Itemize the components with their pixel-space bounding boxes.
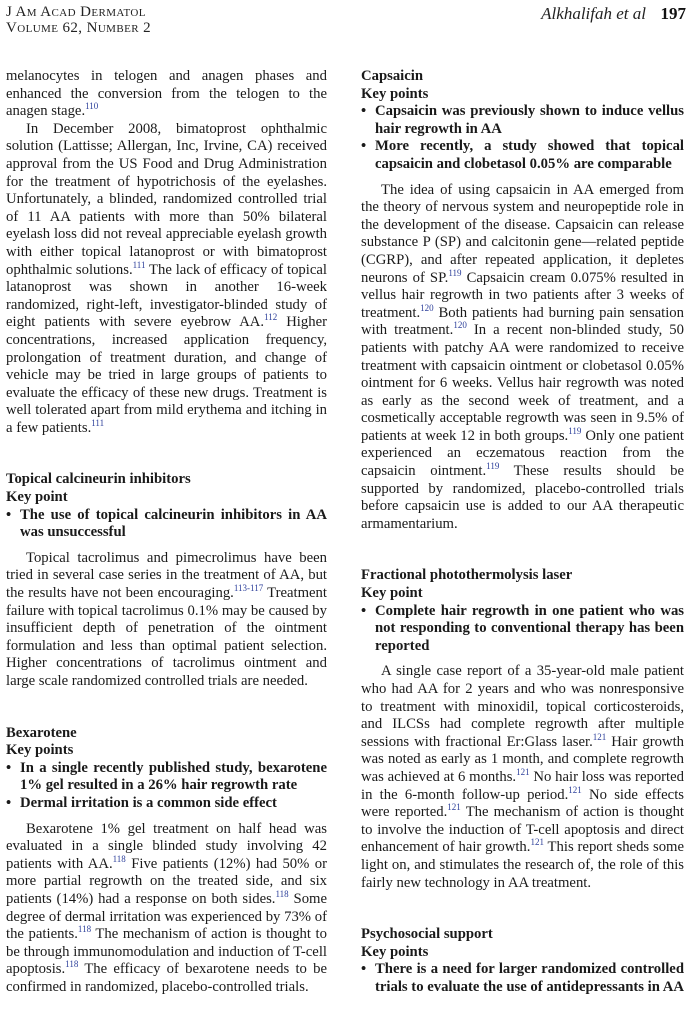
key-point-label: Key point — [6, 489, 68, 506]
reference-link[interactable]: 121 — [516, 766, 530, 777]
key-point-item: • More recently, a study showed that topical capsaicin and clobetasol 0.05% are comparable — [361, 138, 684, 173]
key-point-label: Key points — [361, 943, 429, 960]
key-point-list — [361, 961, 684, 996]
journal-title: J Am Acad Dermatol — [6, 4, 146, 20]
key-point-item: • In a single recently published study, bexarotene 1% gel resulted in a 26% hair regrowth rate — [6, 760, 327, 795]
key-point-list — [361, 603, 684, 656]
section-psychosocial — [361, 926, 684, 996]
reference-link[interactable]: 118 — [275, 888, 289, 899]
reference-link[interactable]: 120 — [420, 302, 434, 313]
paragraph: melanocytes in telogen and anagen phases and enhanced the conversion from the telogen to the anagen stage.$^{110}$ — [6, 68, 327, 120]
paragraph: Topical tacrolimus and pimecrolimus have been tried in several case series in the treatment of AA, but the results have not been encouraging.$^{113-117}$ Treatment failure with topical tacrolimus 0.1% may be caused by insufficient depth of penetration of the ointment formulation and less than optimal patient selection. Higher concentrations of tacrolimus ointment and large scale randomized controlled trials are needed. — [6, 549, 327, 689]
section-heading: Psychosocial support — [361, 926, 493, 943]
right-column — [361, 68, 684, 997]
running-header — [6, 4, 686, 48]
section-heading: Topical calcineurin inhibitors — [6, 471, 191, 488]
key-point-list — [361, 103, 684, 173]
reference-link[interactable]: 121 — [447, 802, 461, 813]
section-laser — [361, 567, 684, 892]
section-heading: Capsaicin — [361, 68, 424, 84]
key-point-list — [6, 507, 327, 542]
section-heading: Fractional photothermolysis laser — [361, 567, 573, 584]
reference-link[interactable]: 119 — [486, 461, 500, 472]
reference-link[interactable]: 121 — [530, 837, 544, 848]
key-point-item: • There is a need for larger randomized controlled trials to evaluate the use of antidepressants in AA — [361, 961, 684, 996]
reference-link[interactable]: 119 — [448, 267, 462, 278]
section-bexarotene — [6, 725, 327, 997]
reference-link[interactable]: 112 — [264, 312, 278, 323]
paragraph: A single case report of a 35-year-old male patient who had AA for 2 years and who was nonresponsive to treatment with minoxidil, topical corticosteroids, and ILCSs had complete regrowth after multiple sessions with fractional Er:Glass laser.$^{121}$ Hair growth was noted as early as 1 month, and complete regrowth was achieved at 6 months.$^{121}$ No hair loss was reported in the 6-month follow-up period.$^{121}$ No side effects were reported.$^{121}$ The mechanism of action is thought to involve the induction of T-cell apoptosis and direct enhancement of hair growth.$^{121}$ This report sheds some light on, and stimulates the research of, the role of this fairly new technology in AA treatment. — [361, 663, 685, 891]
reference-link[interactable]: 111 — [91, 417, 105, 428]
running-author: Alkhalifah et al — [541, 4, 646, 23]
paragraph: Bexarotene 1% gel treatment on half head was evaluated in a single blinded study involving 42 patients with AA.$^{118}$ Five patients (12%) had 50% or more partial regrowth on the treated side, and six patients (14%) had a response on both sides.$^{118}$ Some degree of dermal irritation was experienced by 73% of the patients.$^{118}$ The mechanism of action is thought to be through immunomodulation and induction of T-cell apoptosis.$^{118}$ The efficacy of bexarotene needs to be confirmed in randomized, placebo-controlled trials. — [6, 820, 327, 995]
paragraph: In December 2008, bimatoprost ophthalmic solution (Lattisse; Allergan, Inc, Irvine, CA) received approval from the US Food and Drug Administration for the treatment of hypotrichosis of the eyelashes. Unfortunately, a blinded, randomized controlled trial of 11 AA patients with more than 50% bilateral eyelash loss did not reveal appreciable eyelash growth with either topical latanoprost or with bimatoprost ophthalmic solutions.$^{111}$ The lack of efficacy of topical latanoprost was shown in another 16-week randomized, right-left, investigator-blinded study of eight patients with severe eyebrow AA.$^{112}$ Higher concentrations, increased application frequency, prolongation of treatment duration, and change of vehicle may be tried in large groups of patients to evaluate the efficacy of these new drugs. Treatment is well tolerated apart from mild erythema and itching in a few patients.$^{111}$ — [6, 120, 327, 436]
key-point-label: Key points — [6, 742, 74, 759]
reference-link[interactable]: 120 — [453, 320, 467, 331]
key-point-item: • Dermal irritation is a common side effect — [6, 795, 327, 813]
section-heading: Bexarotene — [6, 724, 77, 741]
reference-link[interactable]: 118 — [77, 924, 92, 935]
section-calcineurin — [6, 471, 327, 690]
reference-link[interactable]: 121 — [568, 784, 582, 795]
key-point-item: • Complete hair regrowth in one patient who was not responding to conventional therapy has been reported — [361, 603, 684, 656]
reference-link[interactable]: 118 — [112, 853, 126, 864]
journal-name — [6, 4, 151, 36]
reference-link[interactable]: 111 — [132, 259, 146, 270]
key-point-label: Key point — [361, 585, 423, 602]
key-point-list — [6, 760, 327, 813]
reference-link[interactable]: 110 — [85, 101, 99, 112]
reference-link[interactable]: 121 — [592, 731, 607, 742]
paragraph: The idea of using capsaicin in AA emerged from the theory of nervous system and neuropeptide role in the development of the disease. Capsaicin can release substance P (SP) and calcitonin gene—related peptide (CGRP), and after repeated application, it depletes neurons of SP.$^{119}$ Capsaicin cream 0.075% resulted in vellus hair regrowth in two patients after 3 weeks of treatment.$^{120}$ Both patients had burning pain sensation with treatment.$^{120}$ In a recent non-blinded study, 50 patients with patchy AA were randomized to receive treatment with capsaicin ointment or clobetasol 0.05% ointment for 6 weeks. Vellus hair regrowth was noted as early as the second week of treatment, and a cosmetically acceptable regrowth was seen in 9.5% of patients at week 12 in both groups.$^{119}$ Only one patient experienced an eczematous reaction from the capsaicin ointment.$^{119}$ These results should be supported by randomized, placebo-controlled trials before capsaicin use is added to our AA therapeutic armamentarium. — [361, 181, 685, 532]
reference-link[interactable]: 118 — [65, 959, 79, 970]
key-point-item: • The use of topical calcineurin inhibitors in AA was unsuccessful — [6, 507, 327, 542]
journal-volume: Volume 62, Number 2 — [6, 20, 151, 36]
section-capsaicin — [361, 68, 684, 533]
page-number: 197 — [660, 4, 686, 23]
left-column — [6, 68, 327, 997]
key-point-label: Key points — [361, 85, 429, 102]
key-point-item: • Capsaicin was previously shown to induce vellus hair regrowth in AA — [361, 103, 684, 138]
reference-link[interactable]: 113-117 — [233, 583, 264, 594]
reference-link[interactable]: 119 — [568, 425, 582, 436]
